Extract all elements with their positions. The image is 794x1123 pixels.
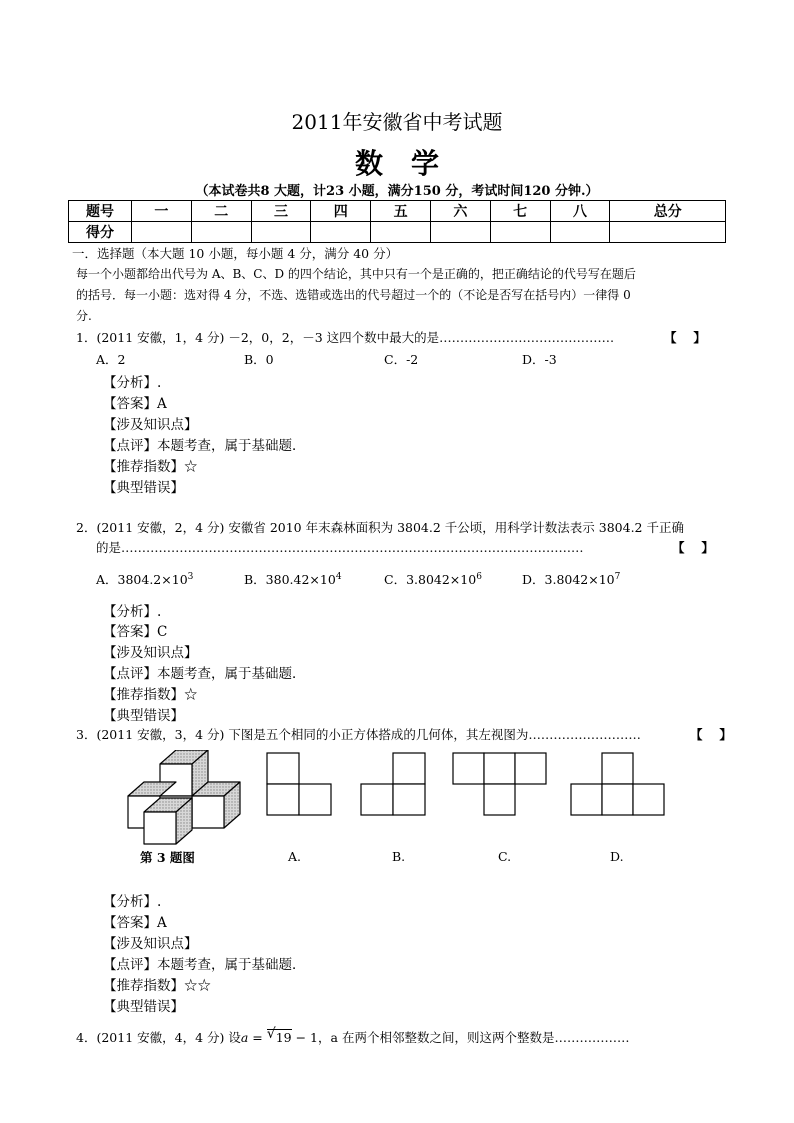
score-cell[interactable] [191, 222, 251, 243]
rating-line: 【推荐指数】☆☆ [103, 978, 211, 994]
table-row [69, 222, 726, 243]
analysis-line: 【分析】. [103, 604, 162, 620]
figure-caption: 第 3 题图 [140, 850, 195, 865]
option-a: A．$3804.2\times 10^3$ [96, 571, 194, 587]
option-b-figure[interactable] [360, 752, 426, 816]
table-cell: 五 [371, 201, 431, 222]
errors-line: 【典型错误】 [103, 708, 184, 724]
score-cell[interactable] [132, 222, 192, 243]
comment-line: 【点评】本题考查，属于基础题． [103, 438, 306, 454]
score-cell[interactable] [490, 222, 550, 243]
table-cell: 总分 [610, 201, 726, 222]
table-cell: 六 [430, 201, 490, 222]
option-a: A．2 [96, 352, 126, 367]
answer-line: 【答案】A [103, 915, 167, 931]
cube-structure-figure [120, 750, 246, 850]
score-table [68, 200, 726, 243]
table-cell: 八 [550, 201, 610, 222]
analysis-line: 【分析】. [103, 375, 162, 391]
comment-line: 【点评】本题考查，属于基础题． [103, 666, 306, 682]
option-c: C．$3.8042\times 10^6$ [384, 571, 482, 587]
option-d-label: D. [610, 849, 624, 864]
option-d-figure[interactable] [570, 752, 666, 816]
question-stem: 3．(2011 安徽，3，4 分) 下图是五个相同的小正方体搭成的几何体，其左视图为……………………… [76, 727, 641, 742]
answer-line: 【答案】C [103, 624, 168, 640]
exam-info: （本试卷共8 大题，计23 小题，满分150 分，考试时间120 分钟.） [195, 184, 599, 199]
instructions-line: 分. [76, 309, 92, 323]
score-cell[interactable] [371, 222, 431, 243]
option-c: C．-2 [384, 352, 419, 367]
score-cell[interactable] [550, 222, 610, 243]
option-a-label: A. [288, 849, 302, 864]
table-cell: 三 [251, 201, 311, 222]
table-row [69, 201, 726, 222]
subject-heading: 数学 [354, 147, 467, 180]
score-cell[interactable] [251, 222, 311, 243]
option-a-figure[interactable] [266, 752, 332, 816]
option-c-figure[interactable] [452, 752, 548, 816]
page-title: 2011年安徽省中考试题 [291, 110, 503, 134]
question-stem: 1．(2011 安徽，1，4 分) －2，0，2，－3 这四个数中最大的是…………………………………… [76, 330, 615, 345]
errors-line: 【典型错误】 [103, 999, 184, 1015]
score-cell[interactable] [430, 222, 490, 243]
rating-line: 【推荐指数】☆ [103, 687, 198, 703]
comment-line: 【点评】本题考查，属于基础题． [103, 957, 306, 973]
instructions-line: 每一个小题都给出代号为 A、B、C、D 的四个结论，其中只有一个是正确的，把正确结论的代号写在题后 [76, 267, 636, 281]
question-stem: 4．(2011 安徽，4，4 分) 设a = √ 19 − 1，a 在两个相邻整数之间，则这两个整数是……………… [76, 1026, 630, 1045]
knowledge-line: 【涉及知识点】 [103, 417, 198, 433]
option-b: B．$380.42\times 10^4$ [244, 571, 342, 587]
option-d: D．$3.8042\times 10^7$ [522, 571, 621, 587]
question-stem: 2．(2011 安徽，2，4 分) 安徽省 2010 年末森林面积为 3804.2 千公顷，用科学计数法表示 3804.2 千正确 [76, 520, 684, 535]
table-cell: 得分 [69, 222, 132, 243]
rating-line: 【推荐指数】☆ [103, 459, 198, 475]
knowledge-line: 【涉及知识点】 [103, 645, 198, 661]
radical-expression: √ 19 [266, 1026, 292, 1045]
table-cell: 题号 [69, 201, 132, 222]
analysis-line: 【分析】. [103, 894, 162, 910]
answer-bracket[interactable]: 【 】 [672, 540, 714, 555]
answer-line: 【答案】A [103, 396, 167, 412]
question-stem-cont: 的是………………………………………………………………………………………………… [96, 540, 584, 555]
option-d: D．-3 [522, 352, 557, 367]
score-cell[interactable] [311, 222, 371, 243]
option-b-label: B. [392, 849, 406, 864]
answer-bracket[interactable]: 【 】 [690, 727, 732, 742]
option-b: B．0 [244, 352, 274, 367]
table-cell: 七 [490, 201, 550, 222]
table-cell: 四 [311, 201, 371, 222]
table-cell: 二 [191, 201, 251, 222]
errors-line: 【典型错误】 [103, 480, 184, 496]
score-cell[interactable] [610, 222, 726, 243]
instructions-line: 的括号．每一小题：选对得 4 分，不选、选错或选出的代号超过一个的（不论是否写在括号内）一律得 0 [76, 288, 631, 302]
table-cell: 一 [132, 201, 192, 222]
answer-bracket[interactable]: 【 】 [664, 330, 706, 345]
section-heading: 一．选择题（本大题 10 小题，每小题 4 分，满分 40 分） [72, 246, 399, 261]
option-c-label: C. [498, 849, 512, 864]
knowledge-line: 【涉及知识点】 [103, 936, 198, 952]
